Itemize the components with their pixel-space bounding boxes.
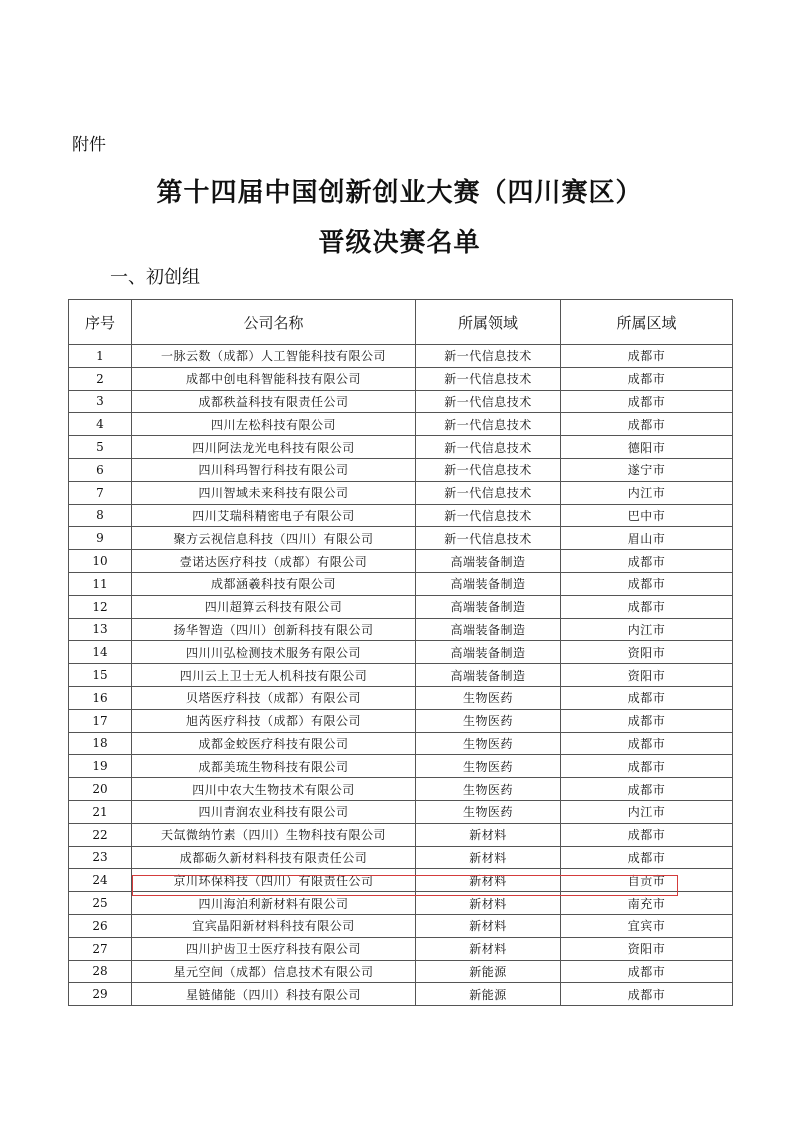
header-region: 所属区域 <box>561 300 733 345</box>
region: 自贡市 <box>561 869 733 892</box>
field: 高端装备制造 <box>416 550 561 573</box>
header-company: 公司名称 <box>132 300 416 345</box>
table-row <box>69 937 733 960</box>
table-row <box>69 892 733 915</box>
region: 巴中市 <box>561 504 733 527</box>
field: 新一代信息技术 <box>416 367 561 390</box>
company-name: 一脉云数（成都）人工智能科技有限公司 <box>132 345 416 368</box>
field: 生物医药 <box>416 800 561 823</box>
company-name: 四川中农大生物技术有限公司 <box>132 778 416 801</box>
table-row <box>69 823 733 846</box>
field: 高端装备制造 <box>416 572 561 595</box>
region: 成都市 <box>561 686 733 709</box>
company-name: 成都砺久新材料科技有限责任公司 <box>132 846 416 869</box>
company-name: 京川环保科技（四川）有限责任公司 <box>132 869 416 892</box>
table-row <box>69 960 733 983</box>
field: 新一代信息技术 <box>416 504 561 527</box>
region: 资阳市 <box>561 664 733 687</box>
row-index: 29 <box>69 983 132 1006</box>
company-name: 壹诺达医疗科技（成都）有限公司 <box>132 550 416 573</box>
region: 成都市 <box>561 732 733 755</box>
field: 新材料 <box>416 869 561 892</box>
table-row <box>69 755 733 778</box>
company-name: 四川左松科技有限公司 <box>132 413 416 436</box>
field: 新能源 <box>416 960 561 983</box>
table-row <box>69 413 733 436</box>
row-index: 23 <box>69 846 132 869</box>
row-index: 11 <box>69 572 132 595</box>
table-row <box>69 778 733 801</box>
region: 德阳市 <box>561 436 733 459</box>
field: 高端装备制造 <box>416 664 561 687</box>
region: 成都市 <box>561 846 733 869</box>
table-header-row <box>69 300 733 345</box>
table-row <box>69 800 733 823</box>
region: 成都市 <box>561 755 733 778</box>
attachment-label: 附件 <box>72 135 106 155</box>
company-name: 成都涵羲科技有限公司 <box>132 572 416 595</box>
company-name: 星元空间（成都）信息技术有限公司 <box>132 960 416 983</box>
row-index: 8 <box>69 504 132 527</box>
table-row <box>69 641 733 664</box>
table-row <box>69 709 733 732</box>
row-index: 2 <box>69 367 132 390</box>
company-name: 天氙微纳竹素（四川）生物科技有限公司 <box>132 823 416 846</box>
field: 新材料 <box>416 914 561 937</box>
field: 生物医药 <box>416 686 561 709</box>
field: 新一代信息技术 <box>416 390 561 413</box>
row-index: 5 <box>69 436 132 459</box>
section-title: 一、初创组 <box>110 267 200 288</box>
row-index: 13 <box>69 618 132 641</box>
header-index: 序号 <box>69 300 132 345</box>
table-body <box>69 345 733 1006</box>
table-row <box>69 504 733 527</box>
field: 高端装备制造 <box>416 595 561 618</box>
company-name: 聚方云视信息科技（四川）有限公司 <box>132 527 416 550</box>
region: 资阳市 <box>561 641 733 664</box>
company-name: 四川川弘检测技术服务有限公司 <box>132 641 416 664</box>
field: 新一代信息技术 <box>416 481 561 504</box>
field: 新一代信息技术 <box>416 436 561 459</box>
region: 成都市 <box>561 823 733 846</box>
field: 高端装备制造 <box>416 618 561 641</box>
company-name: 四川超算云科技有限公司 <box>132 595 416 618</box>
row-index: 25 <box>69 892 132 915</box>
table-row <box>69 527 733 550</box>
table-row <box>69 572 733 595</box>
region: 宜宾市 <box>561 914 733 937</box>
header-field: 所属领域 <box>416 300 561 345</box>
table-row <box>69 846 733 869</box>
table-row <box>69 345 733 368</box>
table-row <box>69 869 733 892</box>
table-row <box>69 686 733 709</box>
table-row <box>69 732 733 755</box>
row-index: 9 <box>69 527 132 550</box>
field: 生物医药 <box>416 732 561 755</box>
company-name: 宜宾晶阳新材料科技有限公司 <box>132 914 416 937</box>
table-row <box>69 618 733 641</box>
company-name: 四川阿法龙光电科技有限公司 <box>132 436 416 459</box>
table-row <box>69 550 733 573</box>
region: 南充市 <box>561 892 733 915</box>
company-name: 四川海泊利新材料有限公司 <box>132 892 416 915</box>
document-title-line2: 晋级决赛名单 <box>318 228 481 258</box>
row-index: 12 <box>69 595 132 618</box>
row-index: 20 <box>69 778 132 801</box>
field: 生物医药 <box>416 778 561 801</box>
region: 成都市 <box>561 572 733 595</box>
finalists-table <box>68 299 733 1006</box>
region: 成都市 <box>561 709 733 732</box>
region: 成都市 <box>561 778 733 801</box>
region: 资阳市 <box>561 937 733 960</box>
table-row <box>69 458 733 481</box>
company-name: 星链储能（四川）科技有限公司 <box>132 983 416 1006</box>
row-index: 27 <box>69 937 132 960</box>
table-row <box>69 367 733 390</box>
row-index: 26 <box>69 914 132 937</box>
company-name: 成都中创电科智能科技有限公司 <box>132 367 416 390</box>
field: 新材料 <box>416 937 561 960</box>
table-row <box>69 436 733 459</box>
field: 新能源 <box>416 983 561 1006</box>
field: 生物医药 <box>416 755 561 778</box>
row-index: 6 <box>69 458 132 481</box>
row-index: 19 <box>69 755 132 778</box>
row-index: 16 <box>69 686 132 709</box>
row-index: 22 <box>69 823 132 846</box>
field: 新材料 <box>416 892 561 915</box>
region: 成都市 <box>561 550 733 573</box>
table-row <box>69 914 733 937</box>
field: 高端装备制造 <box>416 641 561 664</box>
row-index: 15 <box>69 664 132 687</box>
company-name: 四川青润农业科技有限公司 <box>132 800 416 823</box>
table-row <box>69 481 733 504</box>
table-row <box>69 664 733 687</box>
row-index: 21 <box>69 800 132 823</box>
company-name: 成都秩益科技有限责任公司 <box>132 390 416 413</box>
field: 新一代信息技术 <box>416 413 561 436</box>
document-title-line1: 第十四届中国创新创业大赛（四川赛区） <box>156 178 643 208</box>
row-index: 17 <box>69 709 132 732</box>
table-row <box>69 983 733 1006</box>
company-name: 贝塔医疗科技（成都）有限公司 <box>132 686 416 709</box>
row-index: 3 <box>69 390 132 413</box>
company-name: 四川智域未来科技有限公司 <box>132 481 416 504</box>
table-row <box>69 390 733 413</box>
company-name: 扬华智造（四川）创新科技有限公司 <box>132 618 416 641</box>
field: 新材料 <box>416 823 561 846</box>
region: 成都市 <box>561 983 733 1006</box>
region: 成都市 <box>561 345 733 368</box>
field: 生物医药 <box>416 709 561 732</box>
region: 遂宁市 <box>561 458 733 481</box>
row-index: 1 <box>69 345 132 368</box>
row-index: 28 <box>69 960 132 983</box>
region: 成都市 <box>561 413 733 436</box>
region: 成都市 <box>561 390 733 413</box>
row-index: 10 <box>69 550 132 573</box>
region: 内江市 <box>561 618 733 641</box>
region: 成都市 <box>561 960 733 983</box>
row-index: 24 <box>69 869 132 892</box>
row-index: 4 <box>69 413 132 436</box>
company-name: 四川科玛智行科技有限公司 <box>132 458 416 481</box>
region: 眉山市 <box>561 527 733 550</box>
field: 新一代信息技术 <box>416 458 561 481</box>
table-row <box>69 595 733 618</box>
company-name: 四川云上卫士无人机科技有限公司 <box>132 664 416 687</box>
row-index: 14 <box>69 641 132 664</box>
company-name: 成都金蛟医疗科技有限公司 <box>132 732 416 755</box>
company-name: 旭芮医疗科技（成都）有限公司 <box>132 709 416 732</box>
field: 新一代信息技术 <box>416 527 561 550</box>
region: 成都市 <box>561 367 733 390</box>
row-index: 18 <box>69 732 132 755</box>
region: 成都市 <box>561 595 733 618</box>
company-name: 成都美琉生物科技有限公司 <box>132 755 416 778</box>
company-name: 四川护齿卫士医疗科技有限公司 <box>132 937 416 960</box>
region: 内江市 <box>561 481 733 504</box>
field: 新材料 <box>416 846 561 869</box>
region: 内江市 <box>561 800 733 823</box>
row-index: 7 <box>69 481 132 504</box>
field: 新一代信息技术 <box>416 345 561 368</box>
company-name: 四川艾瑞科精密电子有限公司 <box>132 504 416 527</box>
